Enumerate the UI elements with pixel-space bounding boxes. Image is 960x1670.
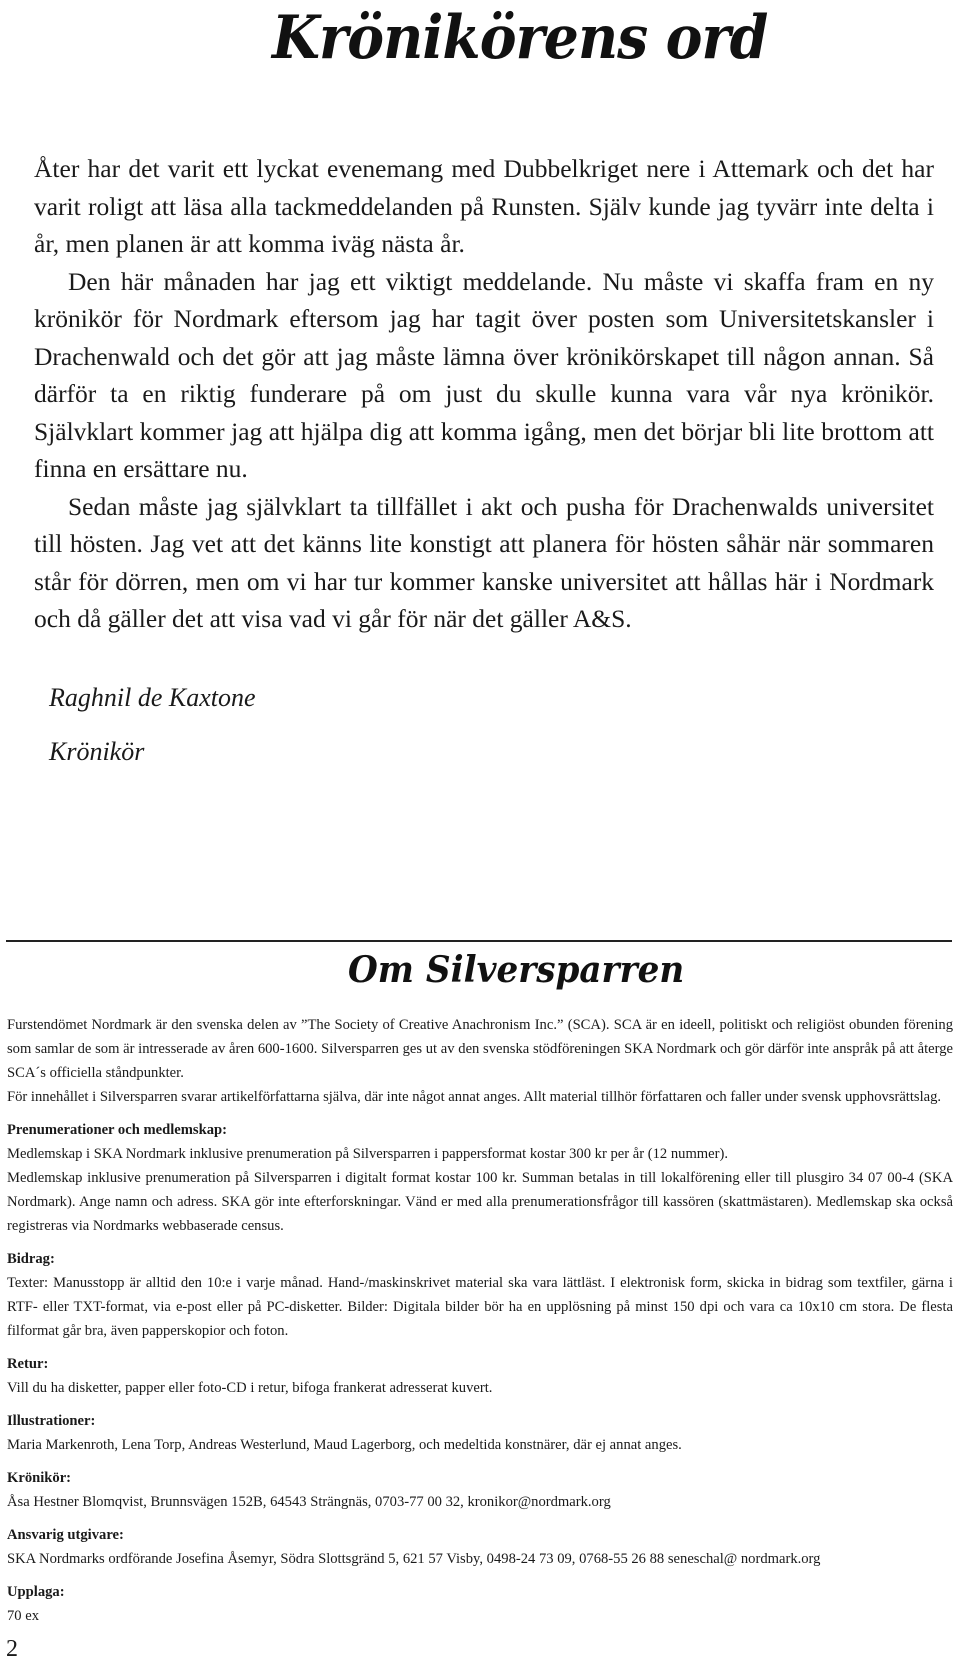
page-number: 2 bbox=[6, 1636, 18, 1662]
section-heading: Upplaga: bbox=[7, 1584, 65, 1600]
article-paragraph: Sedan måste jag självklart ta tillfället i akt och pusha för Drachenwalds universitet till hösten. Jag vet att det känns lite konstigt att planera för hösten såhär när sommaren står för dörren, men om vi har tur kommer kanske universitet att hållas här i Nordmark och då gäller det att visa vad vi går för när det gäller A&S. bbox=[34, 491, 934, 633]
about-section bbox=[7, 1013, 953, 1628]
about-intro: Furstendömet Nordmark är den svenska delen av ”The Society of Creative Anachronism Inc.” (SCA). SCA är en ideell, politiskt och religiöst obunden förening som samlar de som är intresserade av åren 600-1600. Silversparren ges ut av den svenska stödföreningen SKA Nordmark och gör därför inte anspråk på att återge SCA´s officiella ståndpunkter. bbox=[7, 1017, 953, 1081]
section-text: 70 ex bbox=[7, 1608, 40, 1624]
section-text: Medlemskap inklusive prenumeration på Silversparren i digitalt format kostar 100 kr. Summan betalas in till lokalförening eller till plusgiro 34 07 00-4 (SKA Nordmark). Ange namn och adress. SKA gör inte efterforskningar. Vänd er med alla prenumerationsfrågor till kassören (skattmästaren). Medlemskap ska också registreras via Nordmarks webbaserade census. bbox=[7, 1170, 953, 1234]
section-text: Medlemskap i SKA Nordmark inklusive prenumeration på Silversparren i pappersformat kostar 300 kr per år (12 nummer). bbox=[7, 1146, 728, 1162]
signature-role: Krönikör bbox=[49, 737, 145, 766]
signature-name: Raghnil de Kaxtone bbox=[49, 683, 256, 712]
section-heading: Krönikör: bbox=[7, 1470, 72, 1486]
section-heading: Retur: bbox=[7, 1356, 49, 1372]
section-heading: Prenumerationer och medlemskap: bbox=[7, 1122, 227, 1138]
section-heading: Ansvarig utgivare: bbox=[7, 1527, 124, 1543]
section-text: Texter: Manusstopp är alltid den 10:e i varje månad. Hand-/maskinskrivet material ska vara lättläst. I elektronisk form, skicka in bidrag som textfiler, gärna i RTF- eller TXT-format, via e-post eller på PC-disketter. Bilder: Digitala bilder bör ha en upplösning på minst 150 dpi och vara ca 10x10 cm stora. De flesta filformat går bra, även papperskopior och foton. bbox=[7, 1275, 953, 1339]
section-heading: Bidrag: bbox=[7, 1251, 55, 1267]
chronicler-article bbox=[34, 150, 934, 638]
section-text: Åsa Hestner Blomqvist, Brunnsvägen 152B, 64543 Strängnäs, 0703-77 00 32, kronikor@nordmark.org bbox=[7, 1494, 611, 1510]
section-text: Maria Markenroth, Lena Torp, Andreas Westerlund, Maud Lagerborg, och medeltida konstnärer, där ej annat anges. bbox=[7, 1437, 682, 1453]
about-intro: För innehållet i Silversparren svarar artikelförfattarna själva, där inte något annat anges. Allt material tillhör författaren och faller under svensk upphovsrättslag. bbox=[7, 1089, 942, 1105]
article-paragraph: Åter har det varit ett lyckat evenemang med Dubbelkriget nere i Attemark och det har varit roligt att läsa alla tackmeddelanden på Runsten. Själv kunde jag tyvärr inte delta i år, men planen är att komma iväg nästa år. bbox=[34, 154, 934, 258]
section-text: Vill du ha disketter, papper eller foto-CD i retur, bifoga frankerat adresserat kuvert. bbox=[7, 1380, 493, 1396]
page-title: Krönikörens ord bbox=[272, 3, 768, 73]
section-heading: Illustrationer: bbox=[7, 1413, 96, 1429]
section-divider bbox=[6, 940, 952, 942]
about-title: Om Silversparren bbox=[348, 949, 685, 991]
section-text: SKA Nordmarks ordförande Josefina Åsemyr, Södra Slottsgränd 5, 621 57 Visby, 0498-24 73 09, 0768-55 26 88 seneschal@ nordmark.org bbox=[7, 1551, 821, 1567]
article-paragraph: Den här månaden har jag ett viktigt meddelande. Nu måste vi skaffa fram en ny krönikör för Nordmark eftersom jag har tagit över posten som Universitetskansler i Drachenwald och det gör att jag måste lämna över krönikörskapet till någon annan. Så därför ta en riktig funderare på om just du skulle kunna vara vår nya krönikör. Självklart kommer jag att hjälpa dig att komma igång, men det börjar bli lite brottom att finna en ersättare nu. bbox=[34, 266, 934, 483]
